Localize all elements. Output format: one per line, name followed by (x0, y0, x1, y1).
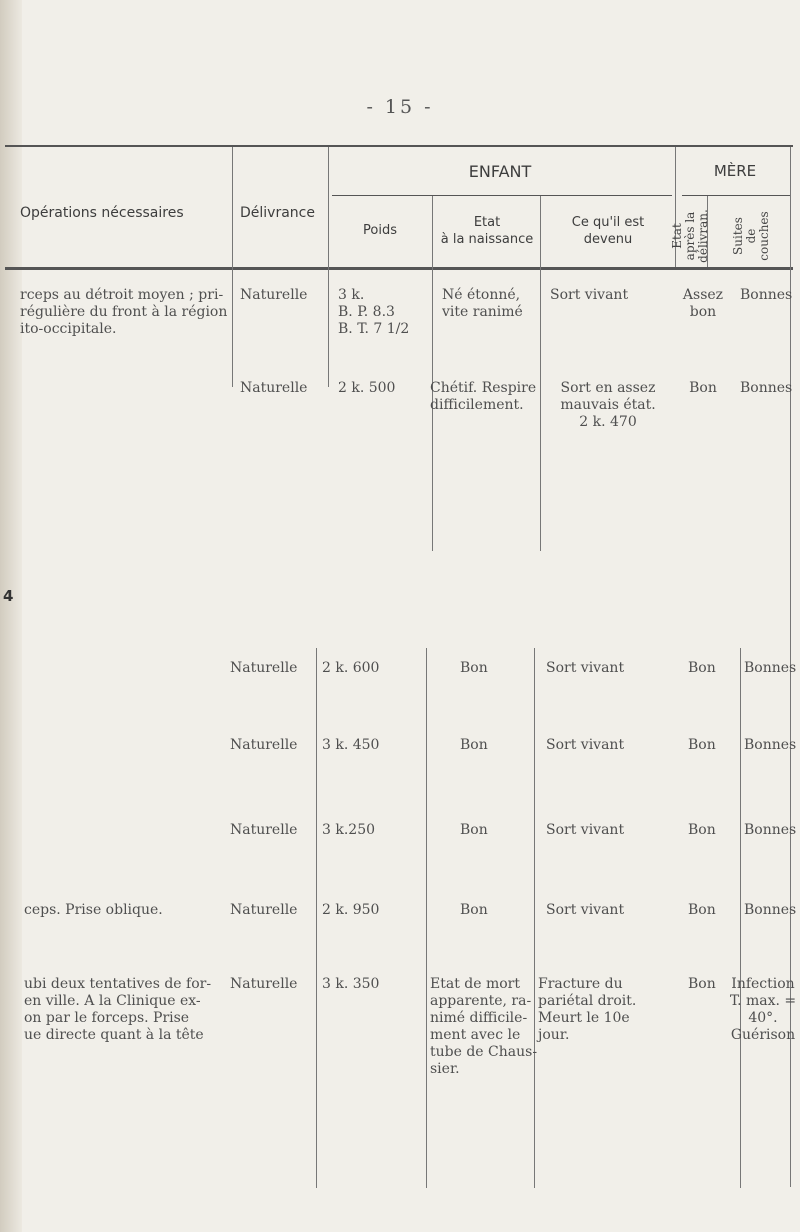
row7-suites-couches: Infection T. max. = 40°. Guérison (729, 976, 797, 1043)
col-divider-2 (328, 147, 329, 387)
row6-operation: ceps. Prise oblique. (24, 902, 163, 918)
row3-etat-naissance: Bon (460, 660, 488, 676)
row6-suites-couches: Bonnes (744, 902, 797, 918)
row2-poids: 2 k. 500 (338, 380, 396, 396)
lower-divider-2 (426, 648, 427, 1188)
row3-suites-couches: Bonnes (744, 660, 797, 676)
row7-devenu: Fracture du pariétal droit. Meurt le 10e jour. (538, 976, 637, 1043)
row7-poids: 3 k. 350 (322, 976, 380, 992)
row4-poids: 3 k. 450 (322, 737, 380, 753)
header-delivrance: Délivrance (240, 205, 315, 221)
row6-poids: 2 k. 950 (322, 902, 380, 918)
row4-suites-couches: Bonnes (744, 737, 797, 753)
row4-etat-mere: Bon (688, 737, 716, 753)
row3-poids: 2 k. 600 (322, 660, 380, 676)
row3-delivrance: Naturelle (230, 660, 298, 676)
row5-etat-naissance: Bon (460, 822, 488, 838)
row7-operation: ubi deux tentatives de for- en ville. A la Clinique ex- on par le forceps. Prise ue directe quant à la tête (24, 976, 212, 1043)
col-divider-3 (432, 196, 433, 551)
row2-etat-naissance: Chétif. Respire difficilement. (430, 380, 537, 413)
row5-poids: 3 k.250 (322, 822, 376, 838)
row7-etat-naissance: Etat de mort apparente, ra- nimé difficile- ment avec le tube de Chaus- sier. (430, 976, 538, 1077)
col-divider-1 (232, 147, 233, 387)
row6-delivrance: Naturelle (230, 902, 298, 918)
row7-etat-mere: Bon (688, 976, 716, 992)
row5-suites-couches: Bonnes (744, 822, 797, 838)
row2-delivrance: Naturelle (240, 380, 308, 396)
row1-etat-mere: Assez bon (682, 287, 724, 320)
col-divider-4 (540, 196, 541, 551)
row5-delivrance: Naturelle (230, 822, 298, 838)
row1-etat-naissance: Né étonné, vite ranimé (442, 287, 523, 320)
row5-devenu: Sort vivant (546, 822, 625, 838)
row1-operation: rceps au détroit moyen ; pri- régulière du front à la région ito-occipitale. (20, 287, 228, 337)
row4-devenu: Sort vivant (546, 737, 625, 753)
row2-devenu: Sort en assez mauvais état. 2 k. 470 (560, 380, 656, 430)
header-etat-naissance: Etat à la naissance (440, 215, 534, 247)
row1-delivrance: Naturelle (240, 287, 308, 303)
enfant-underline (332, 195, 672, 196)
row1-devenu: Sort vivant (550, 287, 629, 303)
header-suites-de-couches: Suites de couches (731, 211, 771, 261)
row1-suites-couches: Bonnes (740, 287, 793, 303)
header-etat-apres-delivrance: Etat après la délivran. (670, 209, 710, 263)
lower-divider-1 (316, 648, 317, 1188)
page-binding-edge (0, 0, 22, 1232)
header-ce-quil-est-devenu: Ce qu'il est devenu (571, 215, 645, 247)
row6-devenu: Sort vivant (546, 902, 625, 918)
row6-etat-mere: Bon (688, 902, 716, 918)
lower-divider-4 (740, 648, 741, 1188)
header-poids: Poids (363, 223, 397, 238)
section-marker: 4 (3, 587, 14, 605)
row5-etat-mere: Bon (688, 822, 716, 838)
row1-poids: 3 k. B. P. 8.3 B. T. 7 1/2 (338, 287, 410, 337)
page-number: - 15 - (366, 96, 434, 118)
row2-etat-mere: Bon (689, 380, 717, 396)
row6-etat-naissance: Bon (460, 902, 488, 918)
header-mere: MÈRE (713, 162, 757, 180)
row3-devenu: Sort vivant (546, 660, 625, 676)
row4-etat-naissance: Bon (460, 737, 488, 753)
row7-delivrance: Naturelle (230, 976, 298, 992)
row3-etat-mere: Bon (688, 660, 716, 676)
header-enfant: ENFANT (468, 162, 532, 181)
row2-suites-couches: Bonnes (740, 380, 793, 396)
row4-delivrance: Naturelle (230, 737, 298, 753)
lower-divider-3 (534, 648, 535, 1188)
header-operations: Opérations nécessaires (20, 205, 184, 221)
